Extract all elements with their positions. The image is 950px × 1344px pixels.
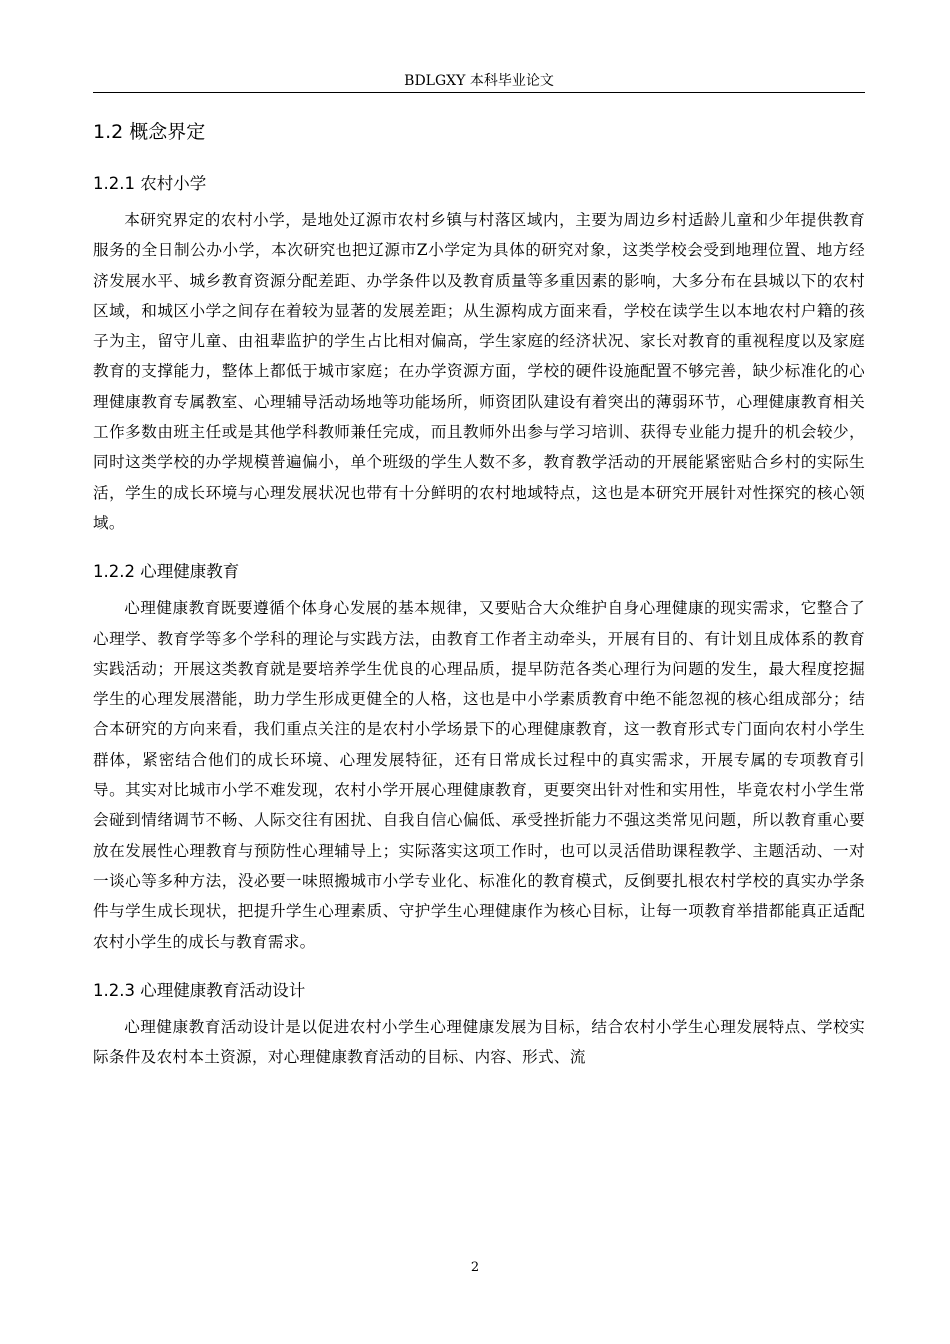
- section-heading-1-2-3: 1.2.3 心理健康教育活动设计: [93, 980, 306, 1000]
- section-heading-1-2-1: 1.2.1 农村小学: [93, 174, 207, 193]
- paragraph-mental-health-education: 心理健康教育既要遵循个体身心发展的基本规律，又要贴合大众维护自身心理健康的现实需求，它整合了心理学、教育学等多个学科的理论与实践方法，由教育工作者主动牵头，开展有目的、有计划且成体系的教育实践活动；开展这类教育就是要培养学生优良的心理品质，提早防范各类心理行为问题的发生，最大程度挖掘学生的心理发展潜能，助力学生形成更健全的人格，这也是中小学素质教育中绝不能忽视的核心组成部分；结合本研究的方向来看，我们重点关注的是农村小学场景下的心理健康教育，这一教育形式专门面向农村小学生群体，紧密结合他们的成长环境、心理发展特征，还有日常成长过程中的真实需求，开展专属的专项教育引导。其实对比城市小学不难发现，农村小学开展心理健康教育，更要突出针对性和实用性，毕竟农村小学生常会碰到情绪调节不畅、人际交往有困扰、自我自信心偏低、承受挫折能力不强这类常见问题，所以教育重心要放在发展性心理教育与预防性心理辅导上；实际落实这项工作时，也可以灵活借助课程教学、主题活动、一对一谈心等多种方法，没必要一味照搬城市小学专业化、标准化的教育模式，反倒要扎根农村学校的真实办学条件与学生成长现状，把提升学生心理素质、守护学生心理健康作为核心目标，让每一项教育举措都能真正适配农村小学生的成长与教育需求。: [93, 599, 865, 951]
- page-number: 2: [470, 1260, 480, 1275]
- paragraph-rural-primary-school: 本研究界定的农村小学，是地处辽源市农村乡镇与村落区域内，主要为周边乡村适龄儿童和少年提供教育服务的全日制公办小学，本次研究也把辽源市Z小学定为具体的研究对象，这类学校会受到地理位置、地方经济发展水平、城乡教育资源分配差距、办学条件以及教育质量等多重因素的影响，大多分布在县城以下的农村区域，和城区小学之间存在着较为显著的发展差距；从生源构成方面来看，学校在读学生以本地农村户籍的孩子为主，留守儿童、由祖辈监护的学生占比相对偏高，学生家庭的经济状况、家长对教育的重视程度以及家庭教育的支撑能力，整体上都低于城市家庭；在办学资源方面，学校的硬件设施配置不够完善，缺少标准化的心理健康教育专属教室、心理辅导活动场地等功能场所，师资团队建设有着突出的薄弱环节，心理健康教育相关工作多数由班主任或是其他学科教师兼任完成，而且教师外出参与学习培训、获得专业能力提升的机会较少，同时这类学校的办学规模普遍偏小，单个班级的学生人数不多，教育教学活动的开展能紧密贴合乡村的实际生活，学生的成长环境与心理发展状况也带有十分鲜明的农村地域特点，这也是本研究开展针对性探究的核心领域。: [93, 211, 865, 532]
- page-body: [93, 118, 865, 1072]
- section-heading-1-2-2: 1.2.2 心理健康教育: [93, 562, 240, 582]
- header-rule: [93, 92, 865, 93]
- section-heading-1-2: 1.2 概念界定: [93, 121, 206, 143]
- running-header: BDLGXY 本科毕业论文: [404, 73, 554, 89]
- paragraph-activity-design: 心理健康教育活动设计是以促进农村小学生心理健康发展为目标，结合农村小学生心理发展特点、学校实际条件及农村本土资源，对心理健康教育活动的目标、内容、形式、流: [93, 1017, 865, 1067]
